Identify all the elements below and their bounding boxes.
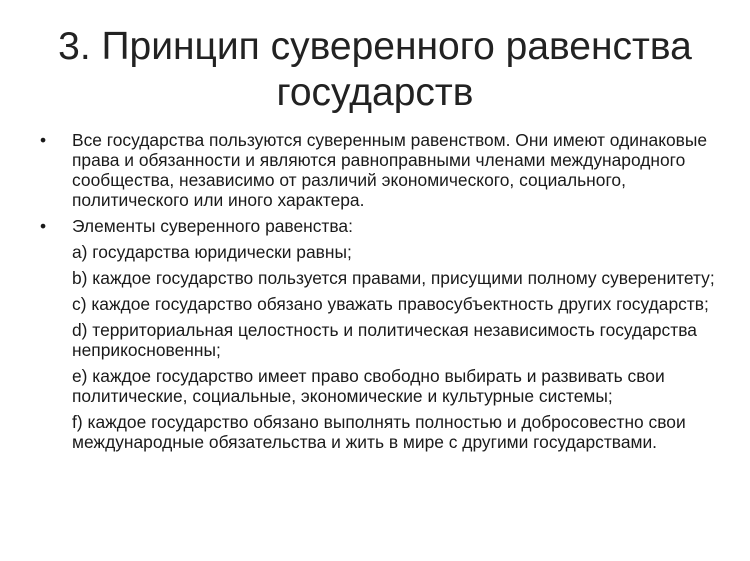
slide-title [40,24,710,116]
bullet-marker: • [40,216,47,236]
bullet-marker: • [40,130,47,150]
slide-body [36,130,716,452]
element-item-b: b) каждое государство пользуется правами, присущими полному суверенитету; [72,268,715,288]
element-item-e: e) каждое государство имеет право свободно выбирать и развивать свои политические, социальные, экономические и культурные системы; [72,366,665,406]
element-item-c: c) каждое государство обязано уважать правосубъектность других государств; [72,294,709,314]
bullet-text: Элементы суверенного равенства: [72,216,353,236]
bullet-item [36,216,716,236]
slide-title-line-1: 3. Принцип суверенного равенства [58,25,692,68]
bullet-item [36,130,716,210]
bullet-text: Все государства пользуются суверенным равенством. Они имеют одинаковые права и обязанности и являются равноправными членами международного сообщества, независимо от различий экономического, социального, политического или иного характера. [72,130,708,210]
element-item-a: а) государства юридически равны; [72,242,352,262]
slide-title-line-2: государств [276,71,474,114]
element-item-d: d) территориальная целостность и политическая независимость государства неприкосновенны; [72,320,697,360]
element-item-f: f) каждое государство обязано выполнять полностью и добросовестно свои международные обязательства и жить в мире с другими государствами. [72,412,686,452]
